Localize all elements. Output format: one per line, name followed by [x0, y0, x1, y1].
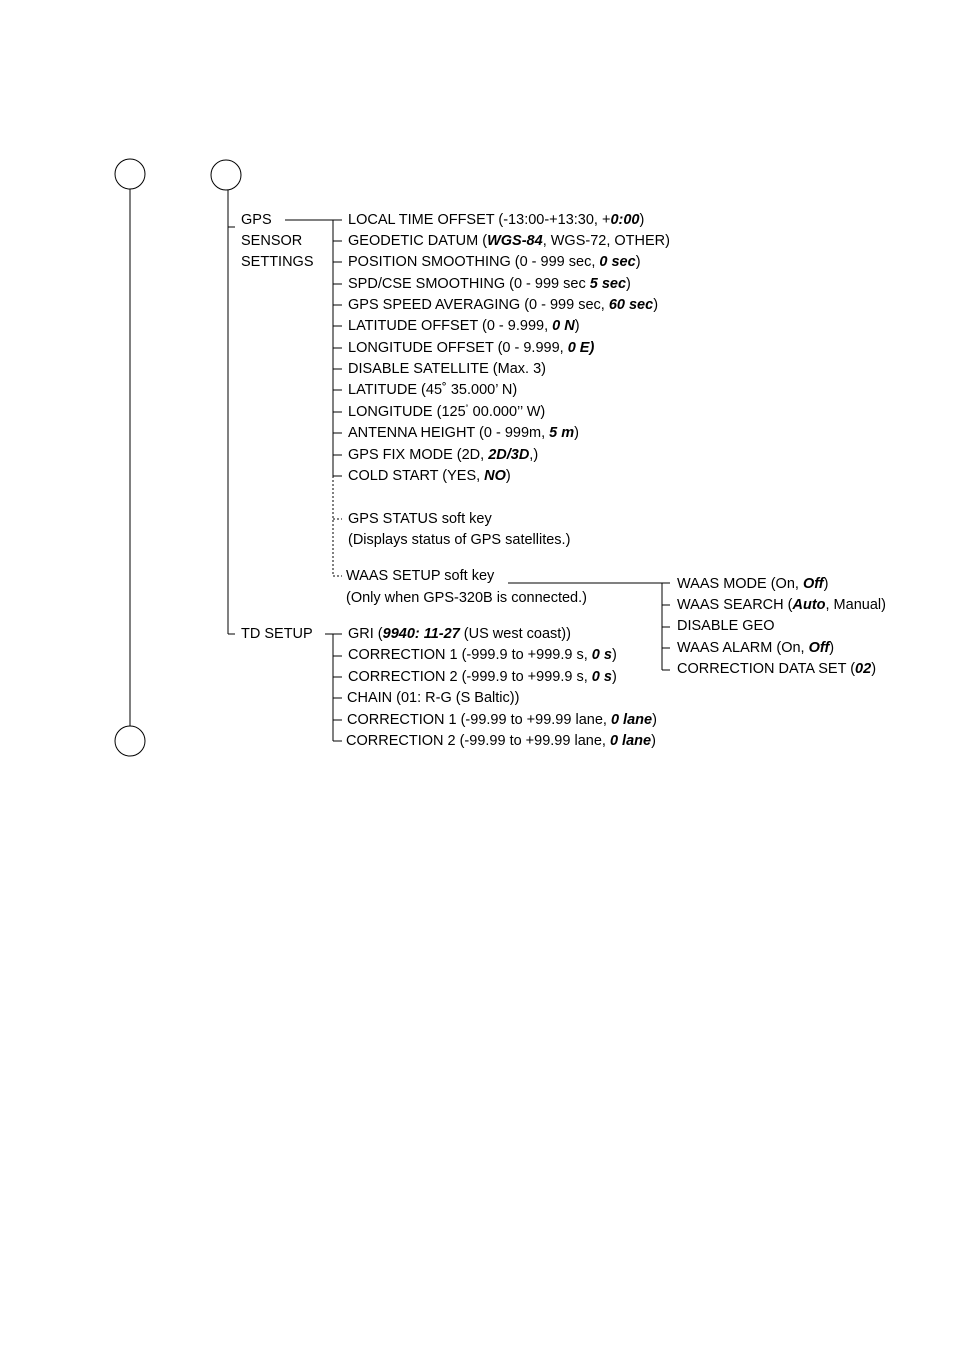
menu-item-gri: GRI (9940: 11-27 (US west coast)): [348, 626, 571, 642]
menu-item-chain: CHAIN (01: R-G (S Baltic)): [347, 690, 520, 706]
default-value: Auto: [792, 597, 826, 613]
connector-circle-bottom: [115, 726, 145, 756]
menu-item-longitude-offset: LONGITUDE OFFSET (0 - 9.999, 0 E): [348, 340, 595, 356]
default-value: Off: [808, 640, 830, 656]
default-value: 5 sec: [589, 276, 627, 292]
waas-setup-soft-key: WAAS SETUP soft key: [346, 568, 495, 584]
default-value: 0 E): [567, 340, 595, 356]
default-value: 0:00: [610, 212, 640, 228]
default-value: 0 s: [591, 669, 612, 685]
default-value: 0 lane: [610, 712, 653, 728]
gps-label-line-1: GPS: [241, 212, 272, 228]
menu-item-antenna-height: ANTENNA HEIGHT (0 - 999m, 5 m): [348, 425, 580, 441]
menu-item-latitude: LATITUDE (45˚ 35.000’ N): [348, 382, 518, 398]
gps-label-line-2: SENSOR: [241, 233, 303, 249]
menu-item-gps-speed-averaging: GPS SPEED AVERAGING (0 - 999 sec, 60 sec): [348, 297, 659, 313]
default-value: 9940: 11-27: [382, 626, 460, 642]
default-value: NO: [484, 468, 506, 484]
default-value: 0 s: [591, 647, 612, 663]
gps-status-soft-key: GPS STATUS soft key: [348, 511, 492, 527]
default-value: 5 m: [549, 425, 575, 441]
td-setup-label: TD SETUP: [241, 626, 313, 642]
td-setup-ticks: [333, 656, 342, 741]
soft-key-dashed-lines: [333, 476, 342, 576]
menu-item-waas-search: WAAS SEARCH (Auto, Manual): [677, 597, 886, 613]
menu-item-disable-satellite: DISABLE SATELLITE (Max. 3): [348, 361, 546, 377]
menu-item-spd-cse-smoothing: SPD/CSE SMOOTHING (0 - 999 sec 5 sec): [348, 276, 631, 292]
gps-sensor-ticks: [333, 241, 342, 476]
gps-label-line-3: SETTINGS: [241, 254, 314, 270]
default-value: WGS-84: [487, 233, 543, 249]
menu-item-correction-1-lane: CORRECTION 1 (-99.99 to +99.99 lane, 0 lane): [347, 712, 657, 728]
default-value: Off: [802, 576, 824, 592]
menu-item-geodetic-datum: GEODETIC DATUM (WGS-84, WGS-72, OTHER): [348, 233, 670, 249]
menu-item-local-time-offset: LOCAL TIME OFFSET (-13:00-+13:30, +0:00): [348, 212, 645, 228]
default-value: 0 lane: [609, 733, 652, 749]
menu-item-cold-start: COLD START (YES, NO): [348, 468, 511, 484]
gps-status-description: (Displays status of GPS satellites.): [348, 532, 571, 548]
default-value: 2D/3D: [488, 447, 530, 463]
menu-item-waas-mode: WAAS MODE (On, Off): [677, 576, 829, 592]
menu-item-correction-2-s: CORRECTION 2 (-999.9 to +999.9 s, 0 s): [348, 669, 617, 685]
menu-item-disable-geo: DISABLE GEO: [677, 618, 775, 634]
menu-item-correction-1-s: CORRECTION 1 (-999.9 to +999.9 s, 0 s): [348, 647, 617, 663]
connector-circle-top-left: [115, 159, 145, 189]
default-value: 0 sec: [599, 254, 636, 270]
menu-item-waas-alarm: WAAS ALARM (On, Off): [677, 640, 835, 656]
default-value: 0 N: [552, 318, 575, 334]
waas-setup-description: (Only when GPS-320B is connected.): [346, 590, 587, 606]
menu-item-position-smoothing: POSITION SMOOTHING (0 - 999 sec, 0 sec): [348, 254, 641, 270]
menu-item-correction-data-set: CORRECTION DATA SET (02): [677, 661, 877, 677]
menu-item-latitude-offset: LATITUDE OFFSET (0 - 9.999, 0 N): [348, 318, 580, 334]
connector-circle-top-right: [211, 160, 241, 190]
menu-item-longitude: LONGITUDE (125˚ 00.000’’ W): [348, 404, 546, 420]
default-value: 60 sec: [608, 297, 654, 313]
waas-ticks: [662, 605, 670, 670]
default-value: 02: [855, 661, 872, 677]
menu-item-gps-fix-mode: GPS FIX MODE (2D, 2D/3D,): [348, 447, 539, 463]
menu-item-correction-2-lane: CORRECTION 2 (-99.99 to +99.99 lane, 0 lane): [346, 733, 656, 749]
degree-symbol: ˚: [465, 404, 469, 414]
